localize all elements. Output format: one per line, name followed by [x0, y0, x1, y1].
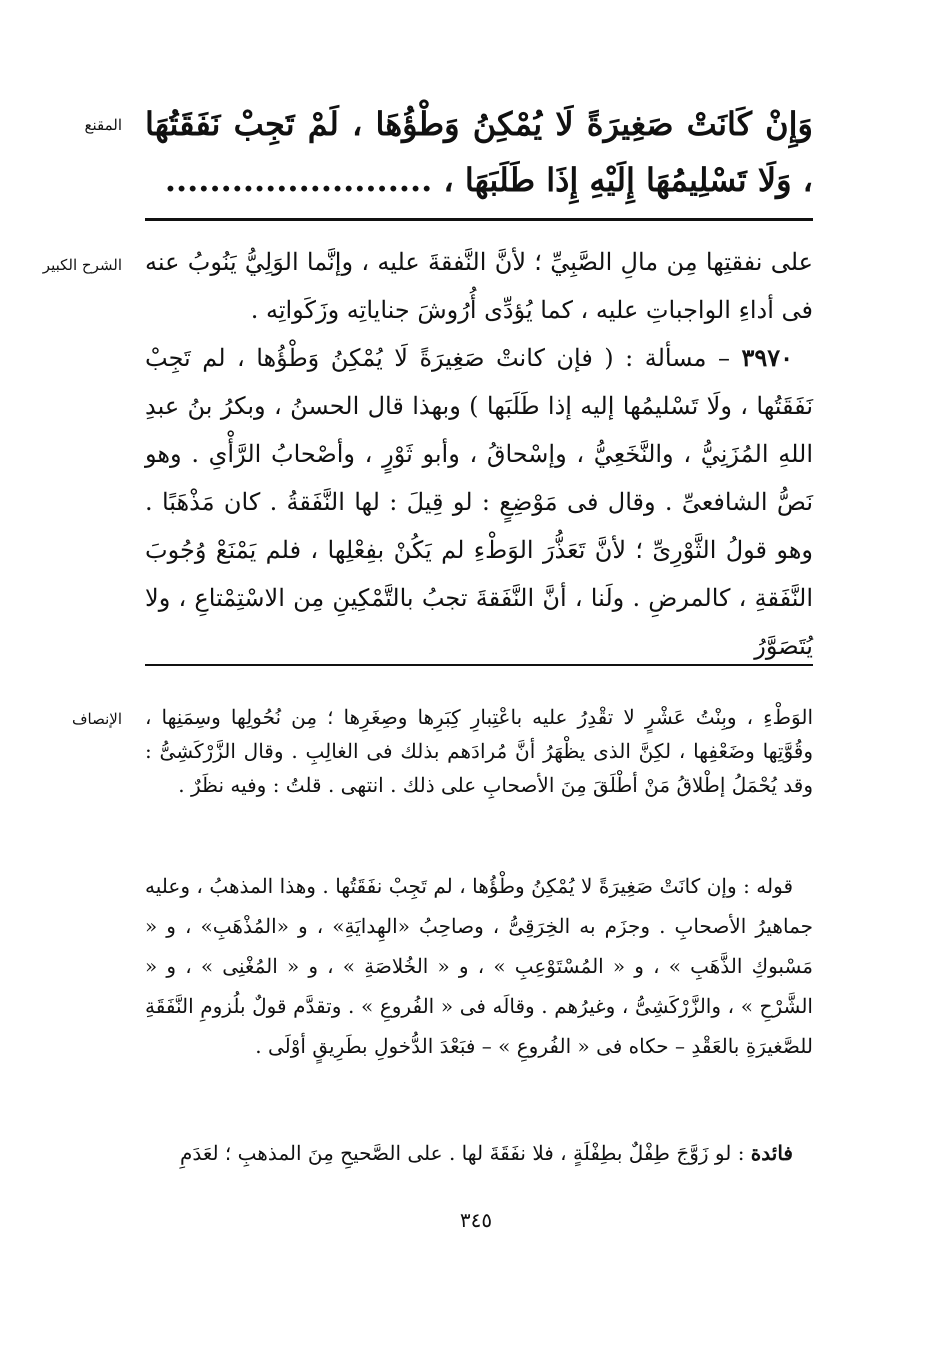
- sharh-divider: [145, 664, 813, 666]
- muqni-section-label: المقنع: [84, 116, 122, 134]
- faida-text: : لو زَوَّجَ طِفْلٌ بطِفْلَةٍ ، فلا نفَقَةَ لها . على الصَّحيحِ مِنَ المذهبِ ؛ لعَدَمِ: [179, 1141, 745, 1165]
- issue-number: ٣٩٧٠: [741, 343, 793, 372]
- insaf-paragraph-3: [145, 1136, 813, 1170]
- page-number: ٣٤٥: [459, 1208, 493, 1232]
- insaf-text-block-2: [145, 866, 813, 1066]
- insaf-section-label: الإنصاف: [71, 710, 122, 728]
- muqni-divider: [145, 218, 813, 221]
- sharh-text-block: [145, 238, 813, 670]
- insaf-paragraph-1: الوَطْءِ ، وبِنْتُ عَشْرٍ لا تقْدِرُ عليه باعْتِبارِ كِبَرِها وصِغَرِها ؛ مِن نُحُولِها وسِمَنِها ، وقُوَّتِها وضَعْفِها ، لكِنَّ الذى يظْهَرُ أنَّ مُرادَهم بذلك فى الغالِبِ . وقال الزَّرْكَشِىُّ : وقد يُحْمَلُ إطْلاقُ مَنْ أطْلَقَ مِنَ الأصحابِ على ذلك . انتهى . قلتُ : وفيه نظَرٌ .: [145, 705, 813, 797]
- sharh-section-label: الشرح الكبير: [42, 256, 122, 274]
- insaf-text-block-1: [145, 700, 813, 802]
- faida-heading: فائدة: [750, 1141, 793, 1165]
- insaf-paragraph-2: قوله : وإن كانَتْ صَغِيرَةً لا يُمْكِنُ وطْؤُها ، لم تَجِبْ نفَقَتُها . وهذا المذهبُ ، وعليه جماهيرُ الأصحابِ . وجزَم به الخِرَقِىُّ ، وصاحِبُ «الهِدايَةِ» ، و «المُذْهَبِ» ، و « مَسْبوكِ الذَّهَبِ » ، و « المُسْتَوْعِبِ » ، و « الخُلاصَةِ » ، و « المُغْنِى » ، و « الشَّرْحِ » ، والزَّرْكَشِىُّ ، وغيرُهم . وقالَه فى « الفُروعِ » . وتقدَّم قولٌ بلُزومِ النَّفَقَةِ للصَّغيرَةِ بالعَقْدِ – حكاه فى « الفُروعِ » – فبَعْدَ الدُّخولِ بطَرِيقٍ أوْلَى .: [145, 874, 813, 1058]
- issue-text: – مسألة : ( فإن كانتْ صَغِيرَةً لَا يُمْكِنُ وَطْؤُها ، لم تَجِبْ نَفَقَتُها ، ولَا تَسْليمُها إليه إذا طَلَبَها ) وبهذا قال الحسنُ ، وبكرُ بنُ عبدِ اللهِ المُزَنِيُّ ، والنَّخَعِيُّ ، وإسْحاقُ ، وأبو ثَوْرٍ ، وأصْحابُ الرَّأْىِ . وهو نَصُّ الشافعىِّ . وقال فى مَوْضِعٍ : لو قِيلَ : لها النَّفَقةُ . كان مَذْهَبًا . وهو قولُ الثَّوْرِىِّ ؛ لأنَّ تَعَذُّرَ الوَطْءِ لم يَكُنْ بفِعْلِها ، فلم يَمْنَعْ وُجُوبَ النَّفَقةِ ، كالمرضِ . ولَنا ، أنَّ النَّفَقةَ تجبُ بالتَّمْكِينِ مِن الاسْتِمْتاعِ ، ولا يُتَصَوَّرُ: [145, 344, 814, 660]
- insaf-text-block-3: [145, 1136, 813, 1170]
- muqni-text: وَإِنْ كَانَتْ صَغِيرَةً لَا يُمْكِنُ وَطْؤُهَا ، لَمْ تَجِبْ نَفَقَتُهَا ، وَلَا تَسْلِيمُهَا إِلَيْهِ إِذَا طَلَبَهَا ، ........................: [145, 105, 813, 199]
- sharh-paragraph-1: على نفقتِها مِن مالِ الصَّبِيِّ ؛ لأنَّ النَّفقةَ عليه ، وإنَّما الوَلِيُّ يَنُوبُ عنه فى أداءِ الواجباتِ عليه ، كما يُؤدِّى أُرُوشَ جناياتِه وزَكَواتِه .: [145, 248, 813, 324]
- muqni-text-block: [145, 96, 813, 208]
- sharh-paragraph-2: [145, 334, 813, 670]
